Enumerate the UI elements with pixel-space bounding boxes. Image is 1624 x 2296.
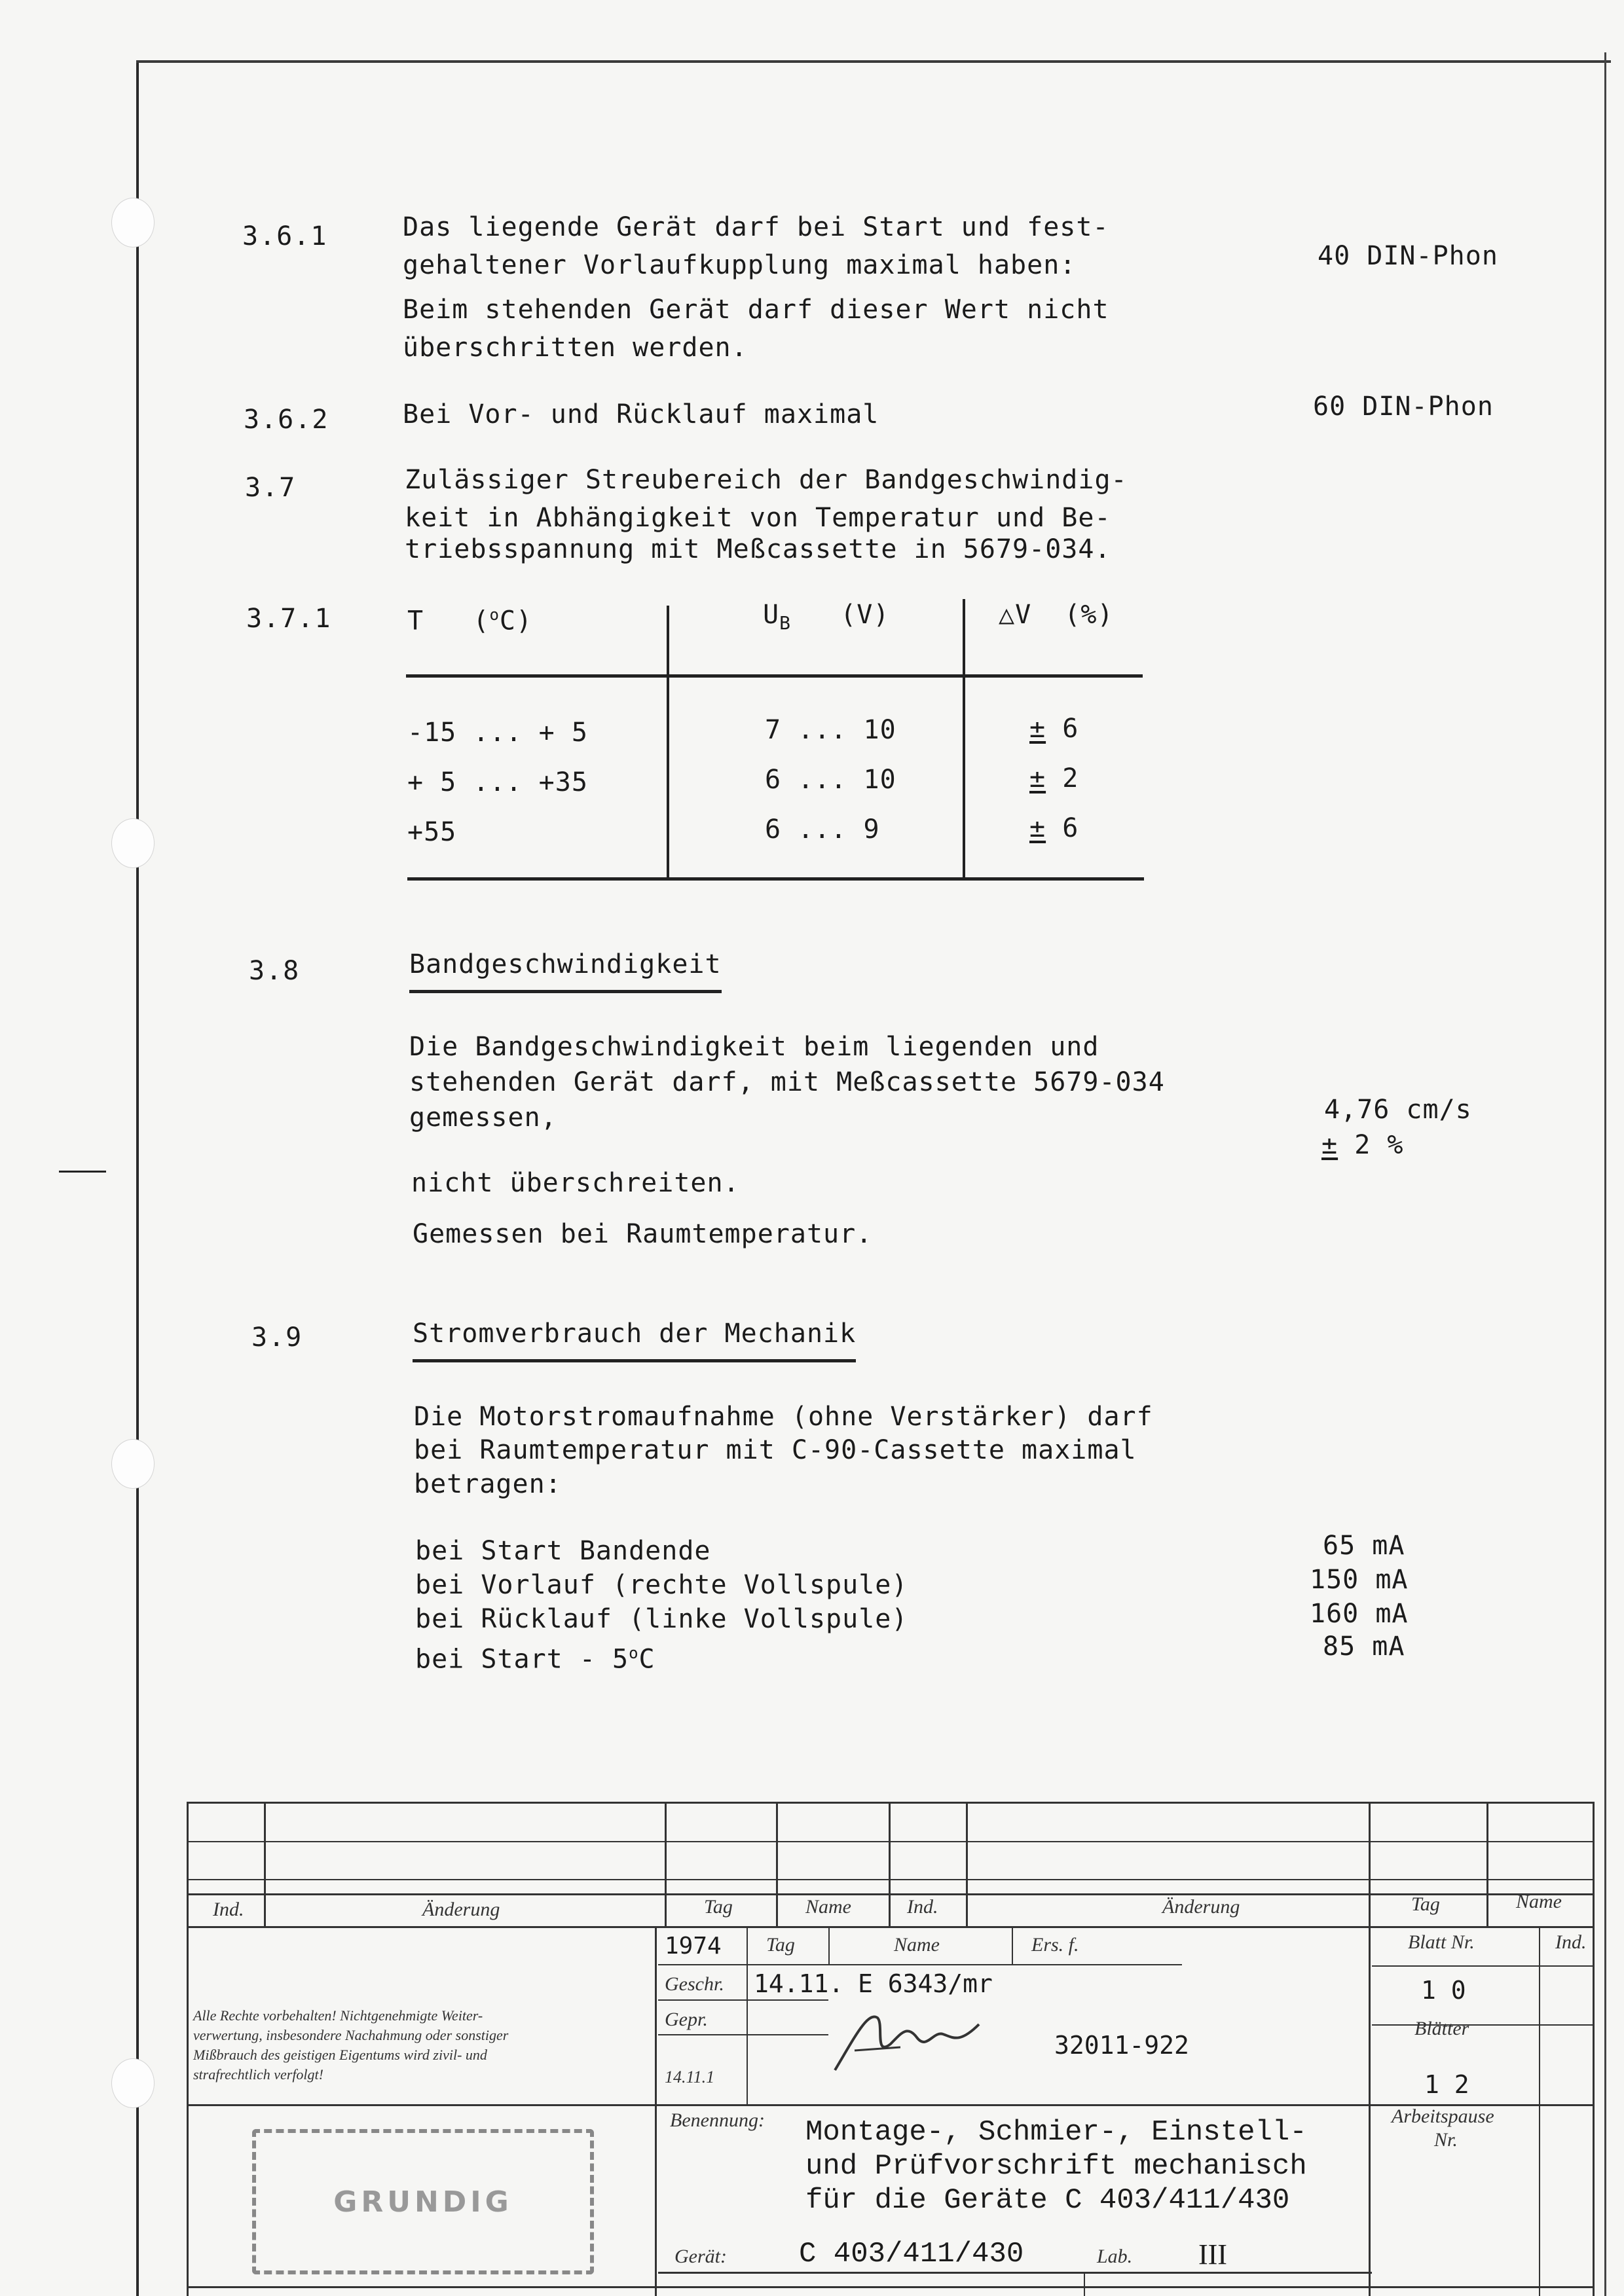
section-text-line: Die Bandgeschwindigkeit beim liegenden und [409, 1032, 1099, 1062]
section-number: 3.6.1 [242, 221, 328, 251]
current-item-label: bei Start - 5$^o$C [415, 1644, 655, 1675]
section-number: 3.8 [249, 956, 301, 986]
table-cell-voltage: 6 ... 10 [765, 765, 896, 795]
section-title: Stromverbrauch der Mechanik [413, 1315, 856, 1362]
benennung-label: Benennung: [670, 2109, 765, 2131]
geraet-label: Gerät: [674, 2246, 727, 2267]
blaetter-label: Blätter [1414, 2018, 1469, 2039]
table-cell-voltage: 6 ... 9 [765, 814, 880, 845]
section-text-line: Bei Vor- und Rücklauf maximal [403, 399, 879, 429]
current-item-value: 85 mA [1323, 1631, 1405, 1662]
section-text-line: Gemessen bei Raumtemperatur. [413, 1219, 873, 1249]
table-column-divider [963, 599, 965, 879]
current-item-value: 150 mA [1310, 1565, 1409, 1595]
blatt-value: 1 0 [1421, 1976, 1466, 2005]
gepr-label: Gepr. [665, 2009, 708, 2030]
value-tape-speed: 4,76 cm/s [1324, 1095, 1472, 1125]
table-cell-deviation: ± 2 [1029, 763, 1079, 793]
ind-label: Ind. [1555, 1931, 1587, 1953]
geschr-date: 14.11. [754, 1969, 844, 1998]
section-text-line: gehaltener Vorlaufkupplung maximal haben: [403, 250, 1077, 280]
year-value: 1974 [665, 1933, 722, 1959]
section-text-line: nicht überschreiten. [411, 1168, 740, 1198]
table-cell-temperature: -15 ... + 5 [407, 718, 588, 748]
current-item-label: bei Start Bandende [415, 1536, 711, 1566]
designation-line: und Prüfvorschrift mechanisch [805, 2150, 1307, 2183]
table-cell-deviation: ± 6 [1029, 714, 1079, 744]
punch-hole [111, 2058, 155, 2108]
page-frame-right [1604, 52, 1606, 2296]
table-cell-deviation: ± 6 [1029, 813, 1079, 843]
geschr-label: Geschr. [665, 1973, 724, 1995]
punch-hole [111, 198, 155, 247]
section-text-line: keit in Abhängigkeit von Temperatur und Be- [405, 503, 1111, 533]
section-text-line: bei Raumtemperatur mit C-90-Cassette maximal [414, 1435, 1137, 1465]
tag-label: Tag [1411, 1893, 1440, 1915]
ind-label: Ind. [907, 1896, 938, 1918]
company-stamp: GRUNDIG [252, 2129, 594, 2274]
designation-line: für die Geräte C 403/411/430 [805, 2184, 1290, 2217]
table-bottom-rule [407, 877, 1144, 881]
designation-line: Montage-, Schmier-, Einstell- [805, 2116, 1307, 2149]
title-block [187, 1802, 1595, 2296]
arbeitspause-label: Arbeitspause [1392, 2105, 1494, 2127]
table-cell-temperature: + 5 ... +35 [407, 767, 588, 797]
rights-notice: Alle Rechte vorbehalten! Nichtgenehmigte Weiter- verwertung, insbesondere Nachahmung oder sonstiger Mißbrauch des geistigen Eigentums wird zivil- und strafrechtlich verfolgt! [193, 2007, 509, 2083]
tag-label: Tag [766, 1934, 795, 1956]
aenderung-label: Änderung [1162, 1896, 1240, 1918]
table-cell-voltage: 7 ... 10 [765, 715, 896, 745]
table-header-voltage: $U_B$ (V) [763, 600, 890, 634]
section-text-line: triebsspannung mit Meßcassette in 5679-034. [405, 534, 1111, 564]
section-text-line: gemessen, [409, 1102, 557, 1133]
section-number: 3.7.1 [246, 604, 332, 634]
tag-label: Tag [704, 1896, 733, 1918]
table-column-divider [667, 606, 669, 879]
geschr-name: E 6343/mr [858, 1969, 993, 1998]
aenderung-label: Änderung [422, 1899, 500, 1920]
blaetter-value: 1 2 [1424, 2070, 1469, 2099]
current-item-value: 160 mA [1310, 1599, 1409, 1629]
section-note-line: Beim stehenden Gerät darf dieser Wert nicht [403, 295, 1109, 325]
value-40-din-phon: 40 DIN-Phon [1318, 241, 1498, 271]
fold-mark [59, 1171, 106, 1173]
ers-label: Ers. f. [1031, 1934, 1079, 1956]
document-number: 32011-922 [1054, 2031, 1189, 2060]
section-number: 3.6.2 [244, 405, 329, 435]
table-header-rule [406, 674, 1143, 678]
current-item-label: bei Rücklauf (linke Vollspule) [415, 1604, 908, 1634]
page-frame-left [136, 60, 139, 2296]
page-frame-top [136, 60, 1611, 63]
section-number: 3.9 [251, 1322, 303, 1353]
section-text-line: Die Motorstromaufnahme (ohne Verstärker) darf [414, 1402, 1153, 1432]
section-text-line: betragen: [414, 1469, 562, 1499]
blatt-label: Blatt Nr. [1408, 1931, 1475, 1953]
ind-label: Ind. [213, 1899, 244, 1920]
gepr-date: 14.11.1 [665, 2068, 715, 2086]
punch-hole [111, 818, 155, 868]
section-text-line: stehenden Gerät darf, mit Meßcassette 5679-034 [409, 1067, 1165, 1097]
value-tape-speed-tolerance: ± 2 % [1321, 1130, 1404, 1160]
value-60-din-phon: 60 DIN-Phon [1313, 392, 1494, 422]
section-note-line: überschritten werden. [403, 333, 748, 363]
section-text-line: Zulässiger Streubereich der Bandgeschwindig- [405, 465, 1128, 495]
current-item-label: bei Vorlauf (rechte Vollspule) [415, 1570, 908, 1600]
name-label: Name [805, 1896, 851, 1918]
signature-icon [828, 1998, 1025, 2083]
lab-label: Lab. [1097, 2246, 1133, 2267]
name-label: Name [894, 1934, 940, 1956]
device-value: C 403/411/430 [799, 2238, 1024, 2270]
section-text-line: Das liegende Gerät darf bei Start und fest- [403, 212, 1109, 242]
current-item-value: 65 mA [1323, 1531, 1405, 1561]
table-header-deviation: △V (%) [999, 600, 1114, 630]
lab-value: III [1198, 2238, 1227, 2270]
punch-hole [111, 1439, 155, 1489]
nr-label: Nr. [1434, 2129, 1458, 2151]
section-title: Bandgeschwindigkeit [409, 945, 722, 993]
section-number: 3.7 [245, 473, 297, 503]
table-cell-temperature: +55 [407, 817, 457, 847]
table-header-temperature: T ($^o$C) [407, 606, 533, 636]
name-label: Name [1516, 1891, 1562, 1912]
